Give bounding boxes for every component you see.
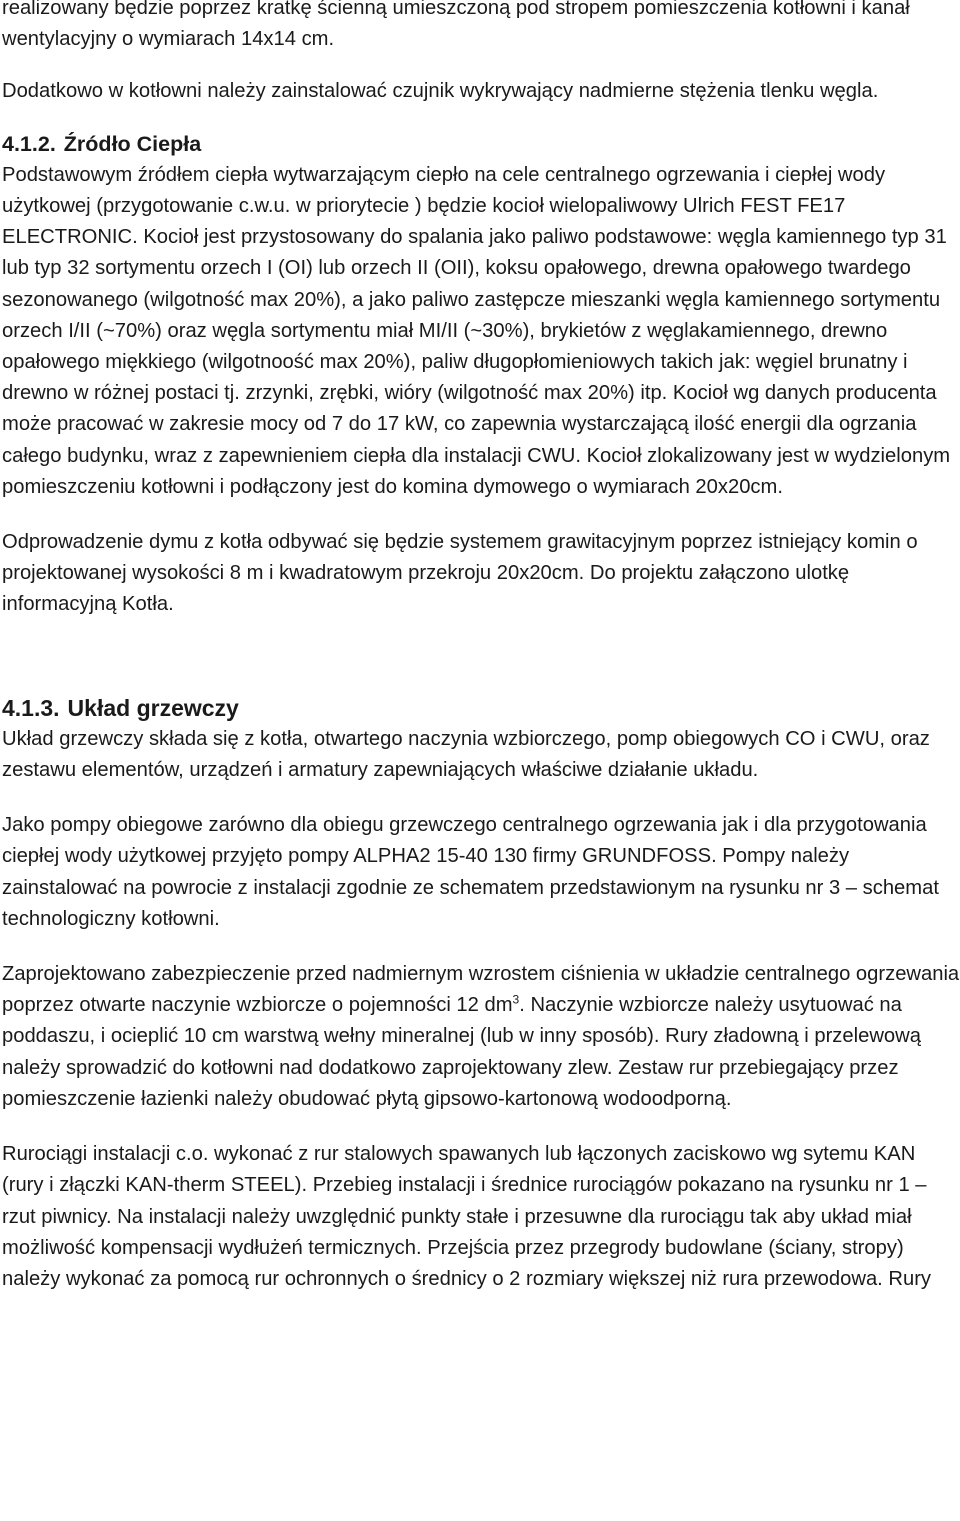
- paragraph-intro-co-detector: Dodatkowo w kotłowni należy zainstalować czujnik wykrywający nadmierne stężenia tlenku węgla.: [2, 80, 879, 103]
- text-run: . Naczynie wzbiorcze należy usytuować na poddaszu, i ocieplić 10 cm warstwą wełny mineralnej (lub w inny sposób). Rury zładowną i przelewową należy sprowadzić do kotłowni nad dodatkowo zaprojektowany zlew. Zestaw rur przebiegający przez pomieszczenie łazienki należy obudować płytą gipsowo-kartonową wodoodporną.: [2, 994, 921, 1110]
- paragraph-heating-system-expansion-vessel: [0, 959, 960, 1115]
- paragraph-intro-ventilation: realizowany będzie poprzez kratkę ścienną umieszczoną pod stropem pomieszczenia kotłowni i kanał wentylacyjny o wymiarach 14x14 cm.: [2, 0, 910, 51]
- spacer: [0, 621, 960, 693]
- paragraph-heating-system-pipes: Rurociągi instalacji c.o. wykonać z rur stalowych spawanych lub łączonych zaciskowo wg sytemu KAN (rury i złączki KAN-therm STEEL). Przebieg instalacji i średnice rurociągów pokazano na rysunku nr 1 – rzut piwnicy. Na instalacji należy uwzględnić punkty stałe i przesuwne dla rurociągu tak aby układ miał możliwość kompensacji wydłużeń termicznych. Przejścia przez przegrody budowlane (ściany, stropy) należy wykonać za pomocą rur ochronnych o średnicy o 2 rozmiary większej niż rura przewodowa. Rury: [2, 1143, 932, 1290]
- section-heading-heat-source: [0, 129, 960, 160]
- spacer: [0, 55, 960, 76]
- spacer: [0, 503, 960, 527]
- spacer: [0, 1115, 960, 1139]
- paragraph-heating-system-pumps: Jako pompy obiegowe zarówno dla obiegu grzewczego centralnego ogrzewania jak i dla przygotowania ciepłej wody użytkowej przyjęto pompy ALPHA2 15-40 130 firmy GRUNDFOSS. Pompy należy zainstalować na powrocie z instalacji zgodnie ze schematem przedstawionym na rysunku nr 3 – schemat technologiczny kotłowni.: [2, 814, 939, 930]
- superscript: 3: [512, 992, 520, 1007]
- text-run: Zaprojektowano zabezpieczenie przed nadmiernym wzrostem ciśnienia w układzie centralnego ogrzewania poprzez otwarte naczynie wzbiorcze o pojemności 12 dm: [2, 963, 960, 1017]
- spacer: [0, 786, 960, 810]
- paragraph-heat-source-chimney: Odprowadzenie dymu z kotła odbywać się będzie systemem grawitacyjnym poprzez istniejący komin o projektowanej wysokości 8 m i kwadratowym przekroju 20x20cm. Do projektu załączono ulotkę informacyjną Kotła.: [2, 531, 918, 616]
- spacer: [0, 935, 960, 959]
- section-title: Źródło Ciepła: [63, 131, 202, 156]
- spacer: [0, 108, 960, 129]
- paragraph-heat-source-boiler: Podstawowym źródłem ciepła wytwarzającym ciepło na cele centralnego ogrzewania i ciepłej wody użytkowej (przygotowanie c.w.u. w priorytecie ) będzie kocioł wielopaliwowy Ulrich FEST FE17 ELECTRONIC. Kocioł jest przystosowany do spalania jako paliwo podstawowe: węgla kamiennego typ 31 lub typ 32 sortymentu orzech I (OI) lub orzech II (OII), koksu opałowego, drewna opałowego twardego sezonowanego (wilgotność max 20%), a jako paliwo zastępcze mieszanki węgla kamiennego sortymentu orzech I/II (~70%) oraz węgla sortymentu miał MI/II (~30%), brykietów z węglakamiennego, drewno opałowego miękkiego (wilgotnoość max 20%), paliw długopłomieniowych takich jak: węgiel brunatny i drewno w różnej postaci tj. zrzynki, zrębki, wióry (wilgotność max 20%) itp. Kocioł wg danych producenta może pracować w zakresie mocy od 7 do 17 kW, co zapewnia wystarczającą ilość energii dla ogrzania całego budynku, wraz z zapewnieniem ciepła dla instalacji CWU. Kocioł zlokalizowany jest w wydzielonym pomieszczeniu kotłowni i podłączony jest do komina dymowego o wymiarach 20x20cm.: [2, 163, 951, 498]
- section-number: 4.1.2.: [2, 131, 56, 156]
- section-number: 4.1.3.: [2, 694, 60, 721]
- section-heading-heating-system: [0, 693, 960, 724]
- section-title: Układ grzewczy: [67, 694, 239, 721]
- paragraph-heating-system-overview: Układ grzewczy składa się z kotła, otwartego naczynia wzbiorczego, pomp obiegowych CO i CWU, oraz zestawu elementów, urządzeń i armatury zapewniających właściwe działanie układu.: [2, 727, 930, 782]
